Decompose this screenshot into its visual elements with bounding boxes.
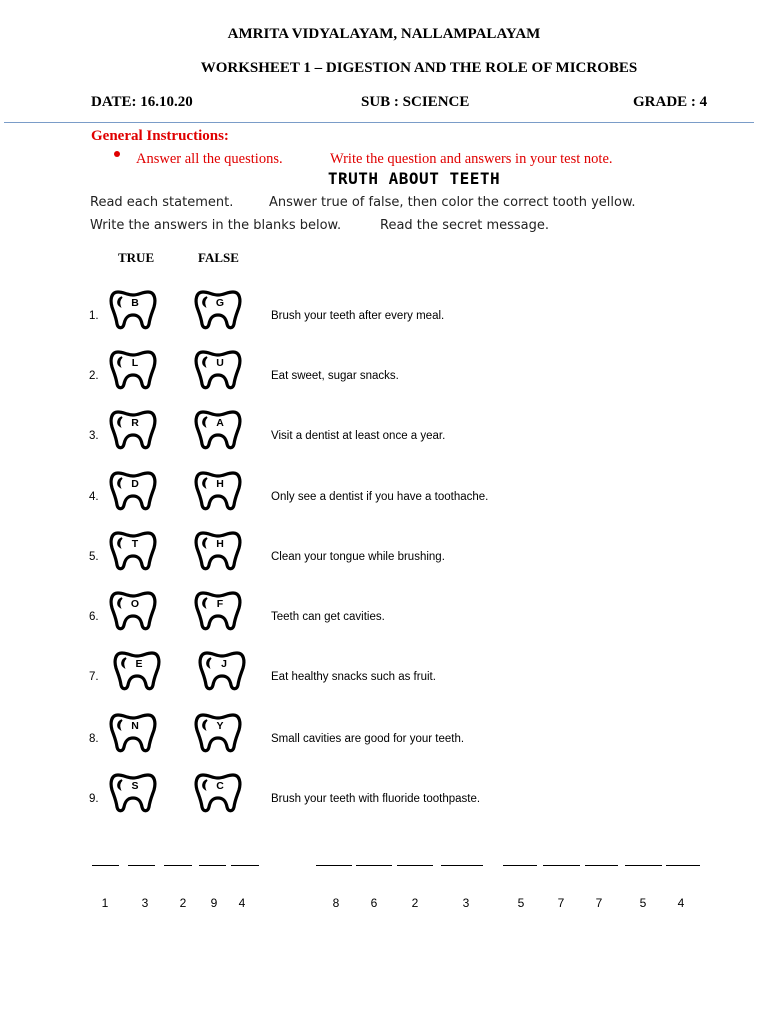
tooth-letter: D [131, 478, 139, 490]
school-name: AMRITA VIDYALAYAM, NALLAMPALAYAM [227, 26, 541, 42]
false-tooth-icon[interactable] [193, 588, 243, 632]
code-number: 6 [370, 896, 378, 910]
question-statement: Teeth can get cavities. [271, 611, 385, 623]
code-number: 2 [179, 896, 187, 910]
false-column-header: FALSE [198, 250, 239, 265]
tooth-letter: U [216, 357, 224, 369]
false-tooth-icon[interactable] [193, 287, 243, 331]
tooth-letter: B [131, 297, 139, 309]
false-tooth-icon[interactable] [193, 468, 243, 512]
header-divider [4, 122, 754, 123]
true-tooth-icon[interactable] [108, 710, 158, 754]
code-number: 4 [238, 896, 246, 910]
question-statement: Small cavities are good for your teeth. [271, 733, 465, 745]
question-statement: Eat sweet, sugar snacks. [271, 370, 399, 382]
answer-blank[interactable] [585, 865, 618, 866]
question-number: 9. [89, 793, 99, 805]
false-tooth-icon[interactable] [193, 710, 243, 754]
false-tooth-icon[interactable] [197, 648, 247, 692]
tooth-letter: J [221, 658, 227, 670]
true-tooth-icon[interactable] [108, 287, 158, 331]
question-statement: Brush your teeth with fluoride toothpaste. [271, 793, 481, 805]
code-number: 4 [677, 896, 685, 910]
activity-title: TRUTH ABOUT TEETH [327, 169, 501, 188]
answer-blank[interactable] [199, 865, 226, 866]
question-statement: Visit a dentist at least once a year. [271, 430, 446, 442]
code-number: 9 [210, 896, 218, 910]
direction-text: Read each statement. [90, 195, 234, 210]
question-number: 3. [89, 430, 99, 442]
question-statement: Only see a dentist if you have a toothache. [271, 491, 489, 503]
question-number: 8. [89, 733, 99, 745]
tooth-letter: O [130, 598, 140, 610]
true-tooth-icon[interactable] [112, 648, 162, 692]
question-number: 7. [89, 671, 99, 683]
direction-text: Read the secret message. [380, 218, 550, 233]
question-number: 1. [89, 310, 99, 322]
answer-blank[interactable] [503, 865, 537, 866]
question-number: 4. [89, 491, 99, 503]
answer-blank[interactable] [356, 865, 392, 866]
answer-blank[interactable] [625, 865, 662, 866]
worksheet-title: WORKSHEET 1 – DIGESTION AND THE ROLE OF MICROBES [200, 60, 638, 76]
code-number: 2 [411, 896, 419, 910]
true-tooth-icon[interactable] [108, 770, 158, 814]
answer-blank[interactable] [316, 865, 352, 866]
instruction-item: Write the question and answers in your test note. [330, 151, 613, 167]
true-column-header: TRUE [118, 250, 155, 265]
answer-blank[interactable] [397, 865, 433, 866]
code-number: 7 [595, 896, 603, 910]
answer-blank[interactable] [441, 865, 483, 866]
tooth-letter: A [216, 417, 224, 429]
code-number: 3 [462, 896, 470, 910]
tooth-letter: N [131, 720, 139, 732]
answer-blank[interactable] [92, 865, 119, 866]
true-tooth-icon[interactable] [108, 407, 158, 451]
true-tooth-icon[interactable] [108, 528, 158, 572]
code-number: 3 [141, 896, 149, 910]
question-number: 5. [89, 551, 99, 563]
tooth-letter: R [131, 417, 139, 429]
question-statement: Eat healthy snacks such as fruit. [271, 671, 436, 683]
code-number: 1 [101, 896, 109, 910]
tooth-letter: H [216, 478, 224, 490]
direction-text: Write the answers in the blanks below. [90, 218, 342, 233]
answer-blank[interactable] [128, 865, 155, 866]
tooth-letter: H [216, 538, 224, 550]
instruction-item: Answer all the questions. [136, 151, 283, 167]
code-number: 8 [332, 896, 340, 910]
answer-blank[interactable] [543, 865, 580, 866]
true-tooth-icon[interactable] [108, 468, 158, 512]
tooth-letter: L [131, 357, 139, 369]
false-tooth-icon[interactable] [193, 528, 243, 572]
date-label: DATE: 16.10.20 [91, 94, 193, 110]
code-number: 7 [557, 896, 565, 910]
tooth-letter: G [215, 297, 225, 309]
tooth-letter: S [131, 780, 139, 792]
tooth-letter: Y [216, 720, 224, 732]
false-tooth-icon[interactable] [193, 347, 243, 391]
code-number: 5 [639, 896, 647, 910]
answer-blank[interactable] [666, 865, 700, 866]
question-number: 2. [89, 370, 99, 382]
false-tooth-icon[interactable] [193, 407, 243, 451]
question-number: 6. [89, 611, 99, 623]
tooth-letter: C [216, 780, 224, 792]
bullet-icon [114, 151, 120, 157]
question-statement: Clean your tongue while brushing. [271, 551, 445, 563]
direction-text: Answer true of false, then color the correct tooth yellow. [269, 195, 636, 210]
instructions-heading: General Instructions: [91, 128, 229, 144]
question-statement: Brush your teeth after every meal. [271, 310, 445, 322]
true-tooth-icon[interactable] [108, 588, 158, 632]
answer-blank[interactable] [164, 865, 192, 866]
grade-label: GRADE : 4 [633, 94, 708, 110]
tooth-letter: F [216, 598, 224, 610]
code-number: 5 [517, 896, 525, 910]
subject-label: SUB : SCIENCE [361, 94, 470, 110]
answer-blank[interactable] [231, 865, 259, 866]
false-tooth-icon[interactable] [193, 770, 243, 814]
true-tooth-icon[interactable] [108, 347, 158, 391]
tooth-letter: T [131, 538, 139, 550]
tooth-letter: E [135, 658, 143, 670]
